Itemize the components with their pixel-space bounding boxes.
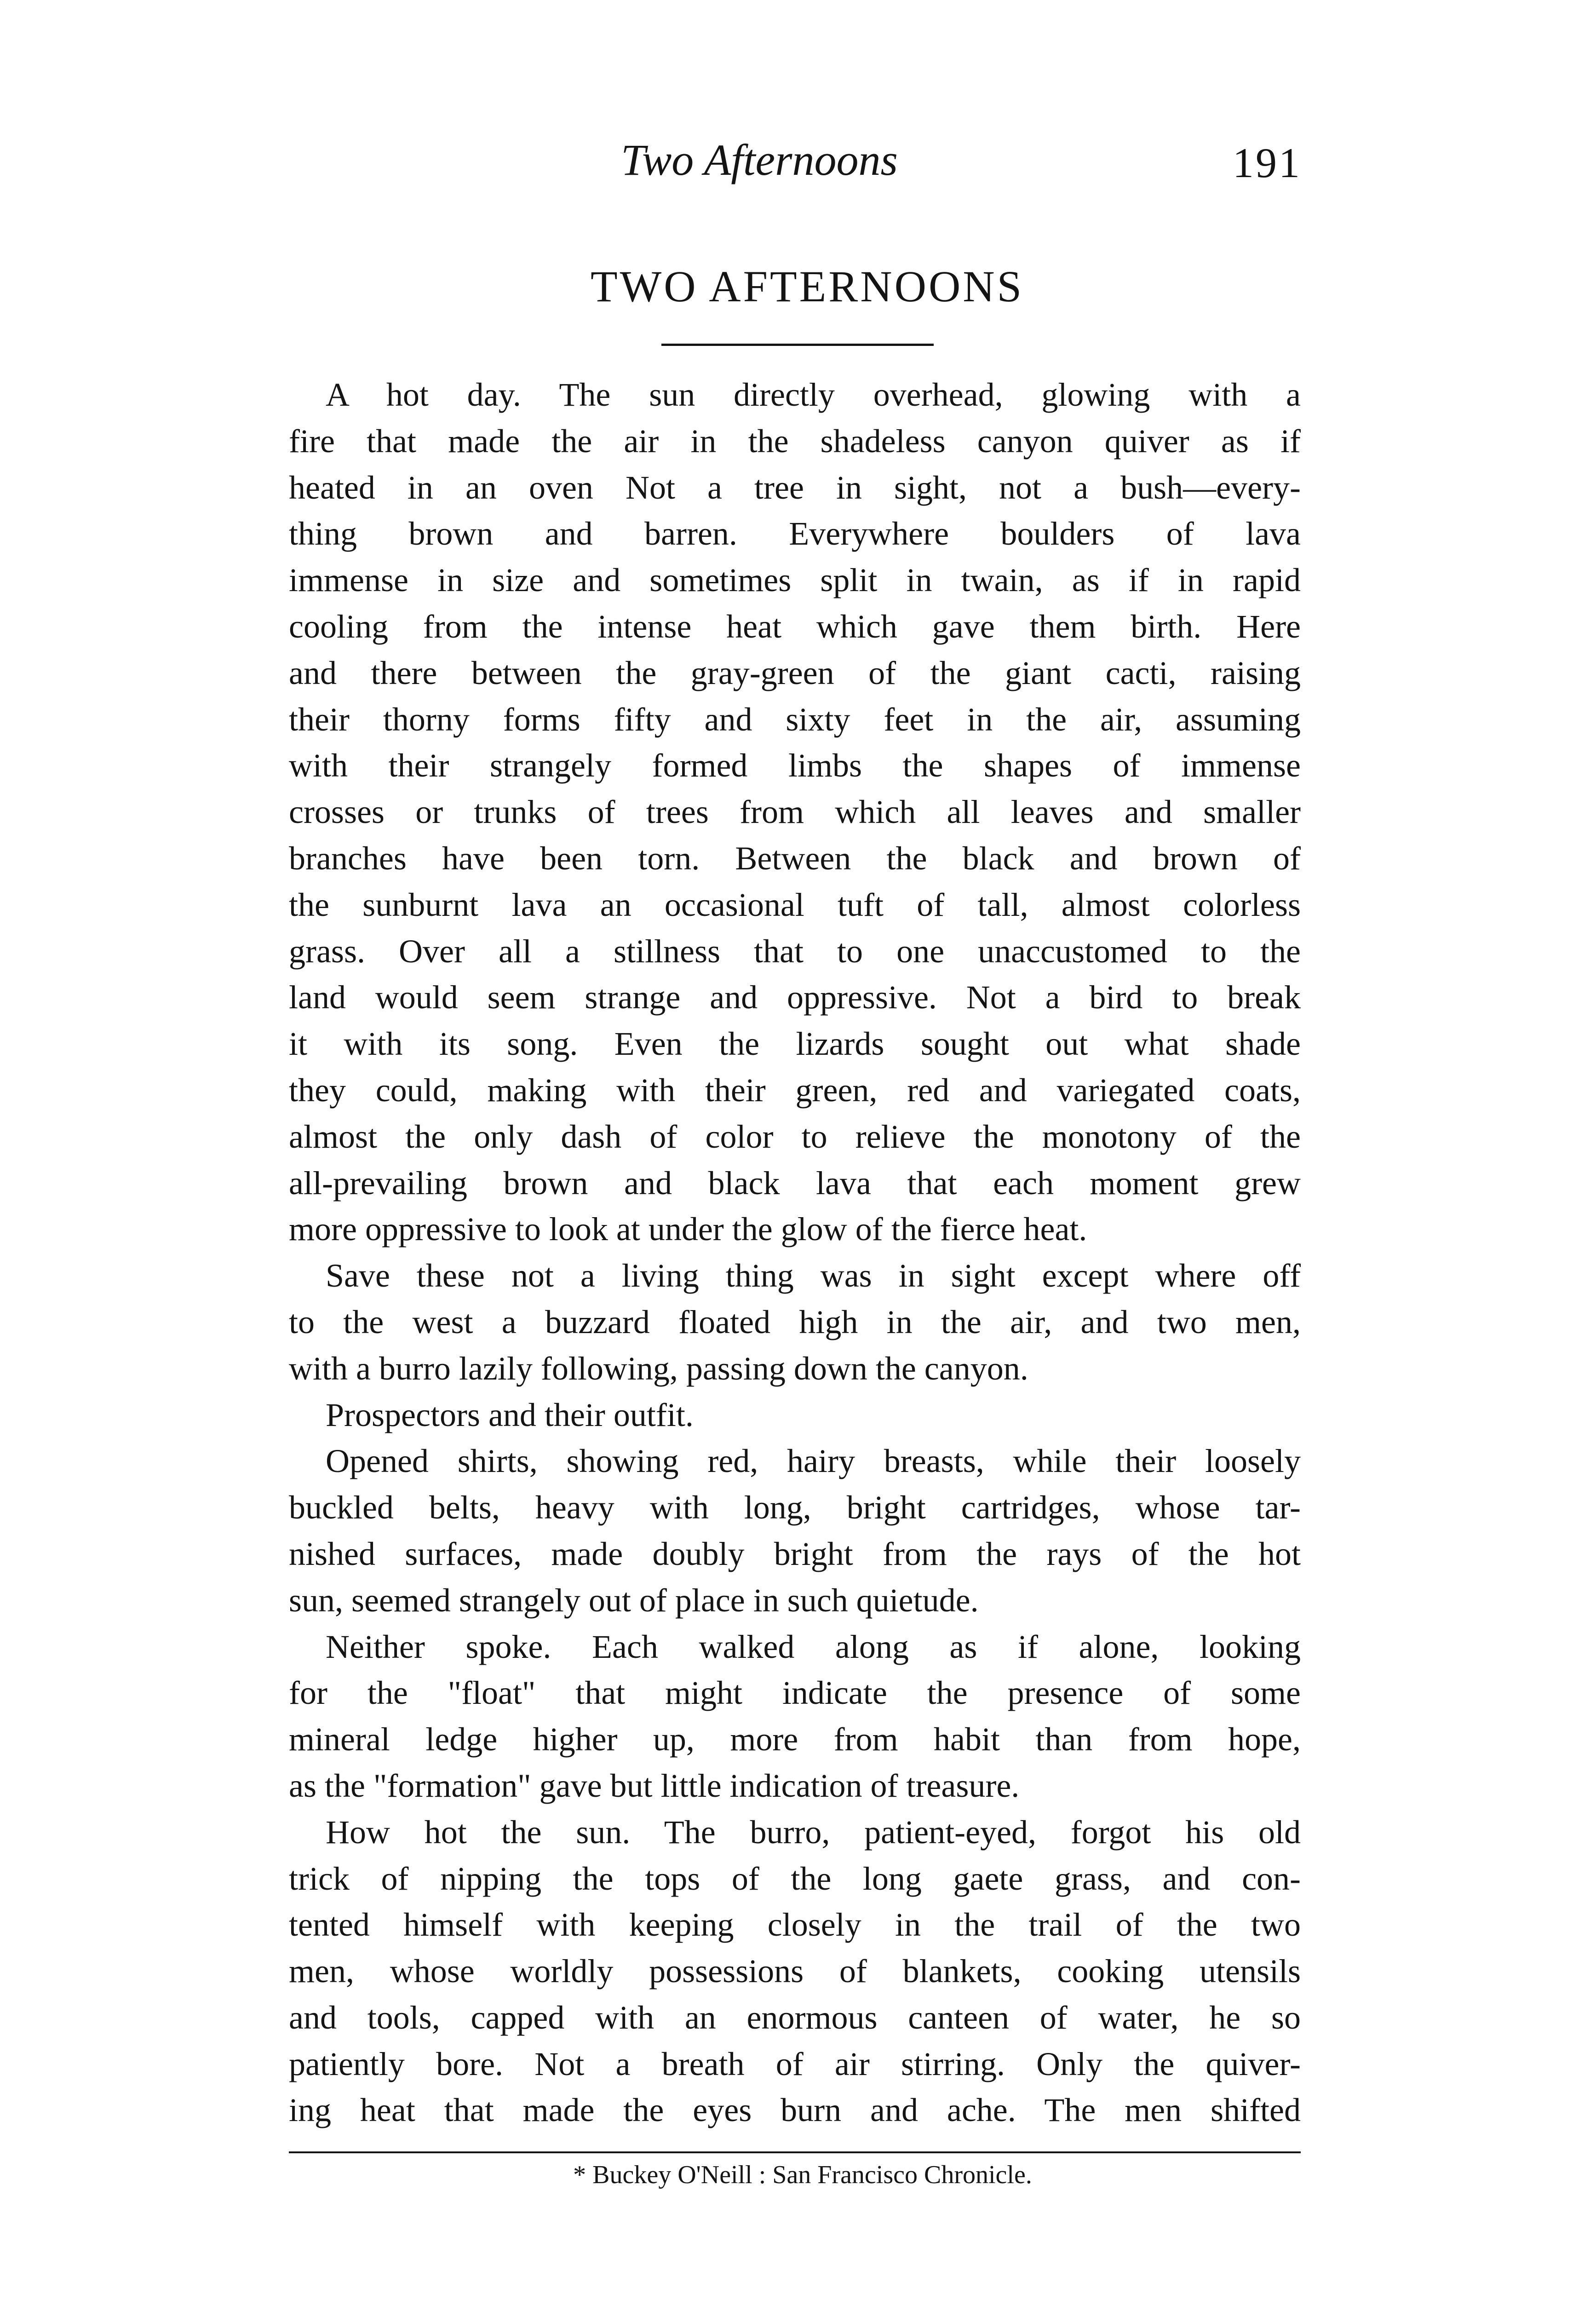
text-line: their thorny forms fifty and sixty feet in the air, assuming [289,701,1301,738]
text-line: with their strangely formed limbs the shapes of immense [289,747,1301,784]
text-line: Prospectors and their outfit. [326,1396,694,1433]
text-line: tented himself with keeping closely in the trail of the two [289,1906,1301,1944]
text-line: patiently bore. Not a breath of air stirring. Only the quiver- [289,2045,1301,2082]
text-line: trick of nipping the tops of the long gaete grass, and con- [289,1860,1301,1897]
text-line: branches have been torn. Between the black and brown of [289,840,1301,877]
text-line: immense in size and sometimes split in twain, as if in rapid [289,562,1301,599]
page-number: 191 [1233,139,1302,186]
text-line: as the "formation" gave but little indication of treasure. [289,1767,1020,1804]
chapter-title: TWO AFTERNOONS [590,262,1024,311]
text-line: to the west a buzzard floated high in the air, and two men, [289,1303,1301,1340]
text-line: they could, making with their green, red and variegated coats, [289,1071,1301,1109]
text-line: it with its song. Even the lizards sought out what shade [289,1025,1301,1063]
text-line: all-prevailing brown and black lava that each moment grew [289,1164,1301,1202]
body-text [289,372,1301,2133]
text-line: ing heat that made the eyes burn and ache. The men shifted [289,2092,1301,2129]
text-line: for the "float" that might indicate the presence of some [289,1674,1301,1712]
text-line: heated in an oven Not a tree in sight, not a bush—every- [289,469,1301,506]
footnote: * Buckey O'Neill : San Francisco Chronicle. [573,2161,1032,2189]
text-line: sun, seemed strangely out of place in such quietude. [289,1581,979,1619]
text-line: A hot day. The sun directly overhead, glowing with a [326,376,1301,413]
text-line: cooling from the intense heat which gave them birth. Here [289,608,1301,645]
text-line: more oppressive to look at under the glow of the fierce heat. [289,1211,1087,1248]
text-line: the sunburnt lava an occasional tuft of tall, almost colorless [289,886,1301,923]
text-line: grass. Over all a stillness that to one unaccustomed to the [289,932,1301,970]
title-rule [661,344,934,346]
running-title: Two Afternoons [621,135,898,184]
text-line: nished surfaces, made doubly bright from the rays of the hot [289,1535,1301,1572]
text-line: crosses or trunks of trees from which all leaves and smaller [289,794,1301,831]
text-line: Neither spoke. Each walked along as if alone, looking [326,1628,1301,1665]
text-line: Save these not a living thing was in sight except where off [326,1257,1301,1294]
text-line: with a burro lazily following, passing down the canyon. [289,1350,1028,1387]
text-line: How hot the sun. The burro, patient-eyed, forgot his old [326,1813,1301,1851]
text-line: land would seem strange and oppressive. Not a bird to break [289,979,1301,1016]
text-line: and there between the gray-green of the giant cacti, raising [289,654,1301,691]
text-line: almost the only dash of color to relieve the monotony of the [289,1118,1301,1155]
text-line: and tools, capped with an enormous canteen of water, he so [289,1999,1301,2036]
text-line: buckled belts, heavy with long, bright cartridges, whose tar- [289,1489,1301,1526]
text-line: Opened shirts, showing red, hairy breasts, while their loosely [326,1443,1301,1480]
text-line: fire that made the air in the shadeless canyon quiver as if [289,422,1301,460]
text-line: men, whose worldly possessions of blankets, cooking utensils [289,1953,1301,1990]
text-line: mineral ledge higher up, more from habit than from hope, [289,1721,1301,1758]
footnote-rule [289,2151,1301,2153]
text-line: thing brown and barren. Everywhere boulders of lava [289,515,1301,552]
